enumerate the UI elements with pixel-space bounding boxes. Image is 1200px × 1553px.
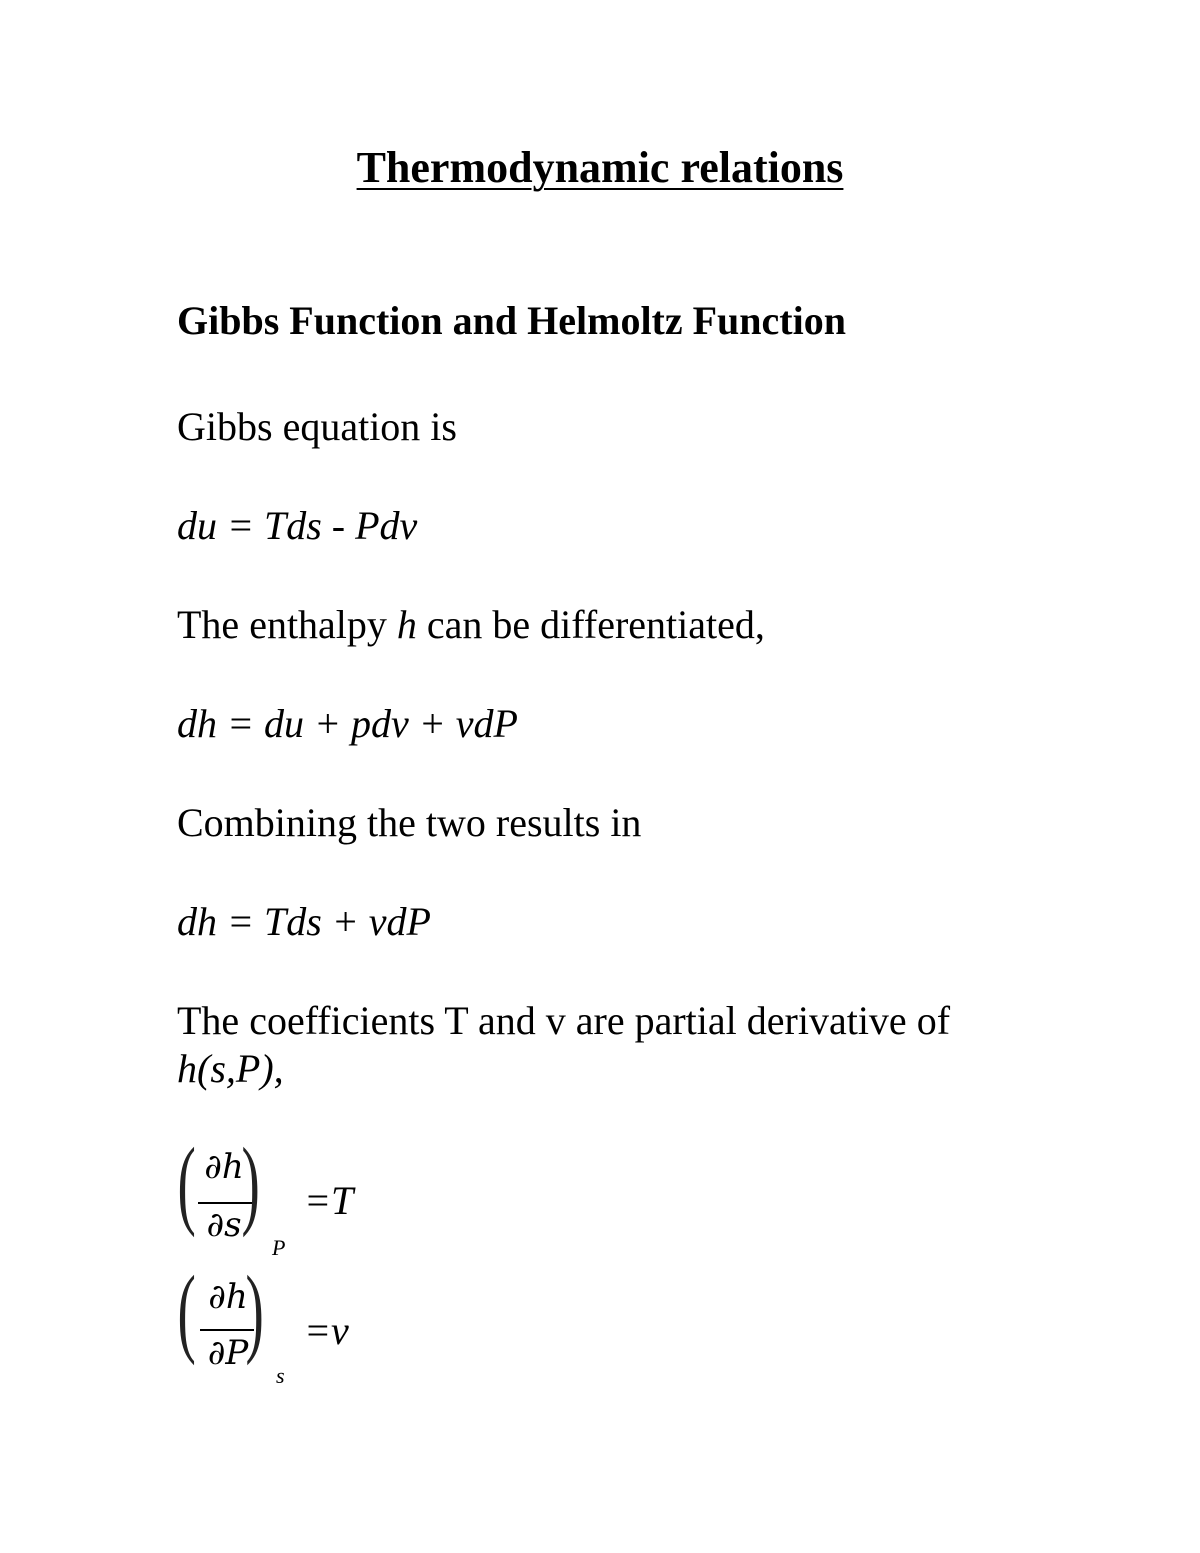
partial-derivative-dh-dP [176,1255,376,1388]
left-paren: ( [177,1255,196,1366]
equation-du: du = Tds - Pdv [177,503,418,548]
enthalpy-text [177,601,765,648]
partial-derivative-dh-ds [176,1127,376,1260]
derivative-result: =v [304,1308,349,1353]
derivative-result: =T [304,1178,354,1223]
coefficients-function: h(s,P), [177,1046,284,1091]
derivative-numerator: ∂h [208,1277,248,1317]
combining-text: Combining the two results in [177,800,642,845]
right-paren: ) [241,1127,260,1238]
coefficients-text: The coefficients T and v are partial derivative of [177,998,951,1043]
derivative-denominator: ∂s [206,1205,242,1245]
derivative-denominator: ∂P [207,1333,249,1373]
gibbs-intro-text: Gibbs equation is [177,404,457,449]
derivative-numerator: ∂h [204,1147,244,1187]
derivative-subscript: P [272,1235,286,1260]
equation-dh-combined: dh = Tds + vdP [177,899,431,944]
page-title [0,142,1200,193]
derivative-subscript: s [276,1363,285,1388]
left-paren: ( [177,1127,196,1238]
section-heading: Gibbs Function and Helmoltz Function [177,298,846,343]
right-paren: ) [245,1255,264,1366]
page-title-text: Thermodynamic relations [356,143,844,192]
equation-dh-expanded: dh = du + pdv + vdP [177,701,518,746]
enthalpy-text-pre: The enthalpy [177,602,397,647]
enthalpy-variable: h [396,602,417,647]
enthalpy-text-post: can be differentiated, [416,602,765,647]
